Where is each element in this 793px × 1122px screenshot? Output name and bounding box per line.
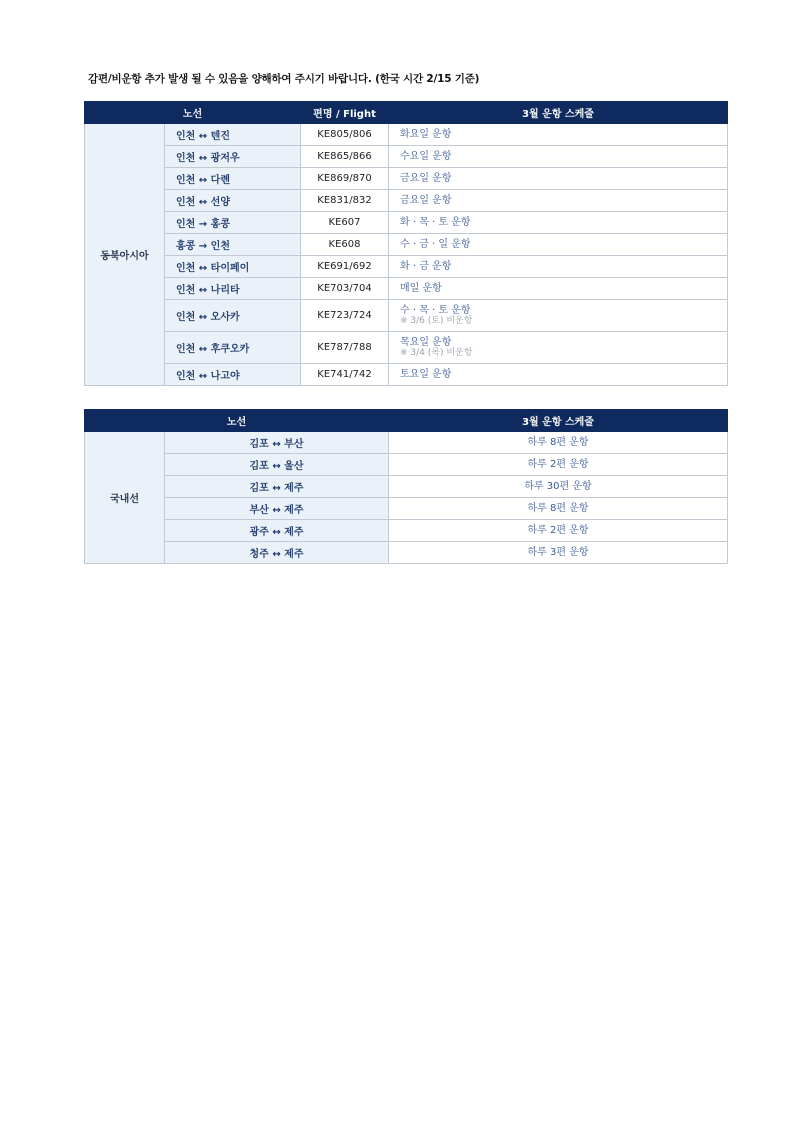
table-row bbox=[85, 146, 728, 168]
header-schedule: 3월 운항 스케줄 bbox=[389, 410, 728, 432]
route-cell: 청주 ↔ 제주 bbox=[165, 542, 389, 564]
schedule-cell bbox=[389, 212, 728, 234]
schedule-cell bbox=[389, 364, 728, 386]
table-row bbox=[85, 300, 728, 332]
route-cell: 광주 ↔ 제주 bbox=[165, 520, 389, 542]
route-cell: 인천 ↔ 타이페이 bbox=[165, 256, 301, 278]
schedule-text: 금요일 운항 bbox=[400, 195, 452, 206]
schedule-text: 화 · 금 운항 bbox=[400, 261, 452, 272]
table-row bbox=[85, 432, 728, 454]
table-row bbox=[85, 332, 728, 364]
schedule-text: 화요일 운항 bbox=[400, 129, 452, 140]
route-cell: 김포 ↔ 제주 bbox=[165, 476, 389, 498]
schedule-text: 금요일 운항 bbox=[400, 173, 452, 184]
flight-number: KE831/832 bbox=[301, 190, 389, 212]
table-header-row bbox=[85, 102, 728, 124]
schedule-text: 토요일 운항 bbox=[400, 369, 452, 380]
region-label: 동북아시아 bbox=[85, 124, 165, 386]
table-row bbox=[85, 168, 728, 190]
schedule-text: 수 · 목 · 토 운항 bbox=[400, 304, 471, 316]
header-schedule: 3월 운항 스케줄 bbox=[389, 102, 728, 124]
schedule-text: 목요일 운항 bbox=[400, 336, 452, 348]
table-row bbox=[85, 520, 728, 542]
domestic-schedule-table bbox=[84, 409, 728, 564]
route-cell: 인천 ↔ 광저우 bbox=[165, 146, 301, 168]
table-row bbox=[85, 234, 728, 256]
route-cell: 김포 ↔ 부산 bbox=[165, 432, 389, 454]
schedule-cell bbox=[389, 256, 728, 278]
schedule-cell bbox=[389, 300, 728, 332]
schedule-text: 수요일 운항 bbox=[400, 151, 452, 162]
table-row bbox=[85, 212, 728, 234]
table-header-row bbox=[85, 410, 728, 432]
schedule-cell: 하루 2편 운항 bbox=[389, 520, 728, 542]
schedule-text: 수 · 금 · 일 운항 bbox=[400, 239, 471, 250]
header-flight: 편명 / Flight bbox=[301, 102, 389, 124]
route-cell: 김포 ↔ 울산 bbox=[165, 454, 389, 476]
flight-number: KE691/692 bbox=[301, 256, 389, 278]
route-cell: 인천 ↔ 나리타 bbox=[165, 278, 301, 300]
flight-number: KE607 bbox=[301, 212, 389, 234]
schedule-note: ※ 3/4 (목) 비운항 bbox=[400, 347, 473, 358]
flight-number: KE869/870 bbox=[301, 168, 389, 190]
route-cell: 인천 ↔ 오사카 bbox=[165, 300, 301, 332]
route-cell: 인천 → 홍콩 bbox=[165, 212, 301, 234]
schedule-cell bbox=[389, 190, 728, 212]
table-row bbox=[85, 454, 728, 476]
schedule-note: ※ 3/6 (토) 비운항 bbox=[400, 315, 473, 326]
schedule-cell bbox=[389, 146, 728, 168]
route-cell: 인천 ↔ 나고야 bbox=[165, 364, 301, 386]
table-row bbox=[85, 124, 728, 146]
schedule-cell bbox=[389, 278, 728, 300]
schedule-cell: 하루 30편 운항 bbox=[389, 476, 728, 498]
schedule-cell: 하루 8편 운항 bbox=[389, 432, 728, 454]
route-cell: 홍콩 → 인천 bbox=[165, 234, 301, 256]
schedule-cell: 하루 3편 운항 bbox=[389, 542, 728, 564]
flight-number: KE703/704 bbox=[301, 278, 389, 300]
notice-text: 감편/비운항 추가 발생 될 수 있음을 양해하여 주시기 바랍니다. (한국 시간 2/15 기준) bbox=[88, 73, 480, 85]
table-row bbox=[85, 476, 728, 498]
table-row bbox=[85, 190, 728, 212]
schedule-cell bbox=[389, 168, 728, 190]
header-route: 노선 bbox=[85, 410, 389, 432]
schedule-cell bbox=[389, 332, 728, 364]
flight-number: KE741/742 bbox=[301, 364, 389, 386]
flight-number: KE805/806 bbox=[301, 124, 389, 146]
table-row bbox=[85, 498, 728, 520]
flight-number: KE865/866 bbox=[301, 146, 389, 168]
header-route: 노선 bbox=[85, 102, 301, 124]
schedule-cell: 하루 2편 운항 bbox=[389, 454, 728, 476]
table-row bbox=[85, 256, 728, 278]
table-row bbox=[85, 542, 728, 564]
route-cell: 인천 ↔ 후쿠오카 bbox=[165, 332, 301, 364]
table-row bbox=[85, 364, 728, 386]
table-row bbox=[85, 278, 728, 300]
flight-number: KE787/788 bbox=[301, 332, 389, 364]
schedule-cell bbox=[389, 234, 728, 256]
schedule-text: 화 · 목 · 토 운항 bbox=[400, 217, 471, 228]
international-schedule-table bbox=[84, 101, 728, 386]
flight-number: KE723/724 bbox=[301, 300, 389, 332]
route-cell: 인천 ↔ 다롄 bbox=[165, 168, 301, 190]
schedule-cell bbox=[389, 124, 728, 146]
route-cell: 부산 ↔ 제주 bbox=[165, 498, 389, 520]
schedule-text: 매일 운항 bbox=[400, 283, 442, 294]
schedule-cell: 하루 8편 운항 bbox=[389, 498, 728, 520]
region-label: 국내선 bbox=[85, 432, 165, 564]
flight-number: KE608 bbox=[301, 234, 389, 256]
route-cell: 인천 ↔ 선양 bbox=[165, 190, 301, 212]
route-cell: 인천 ↔ 텐진 bbox=[165, 124, 301, 146]
